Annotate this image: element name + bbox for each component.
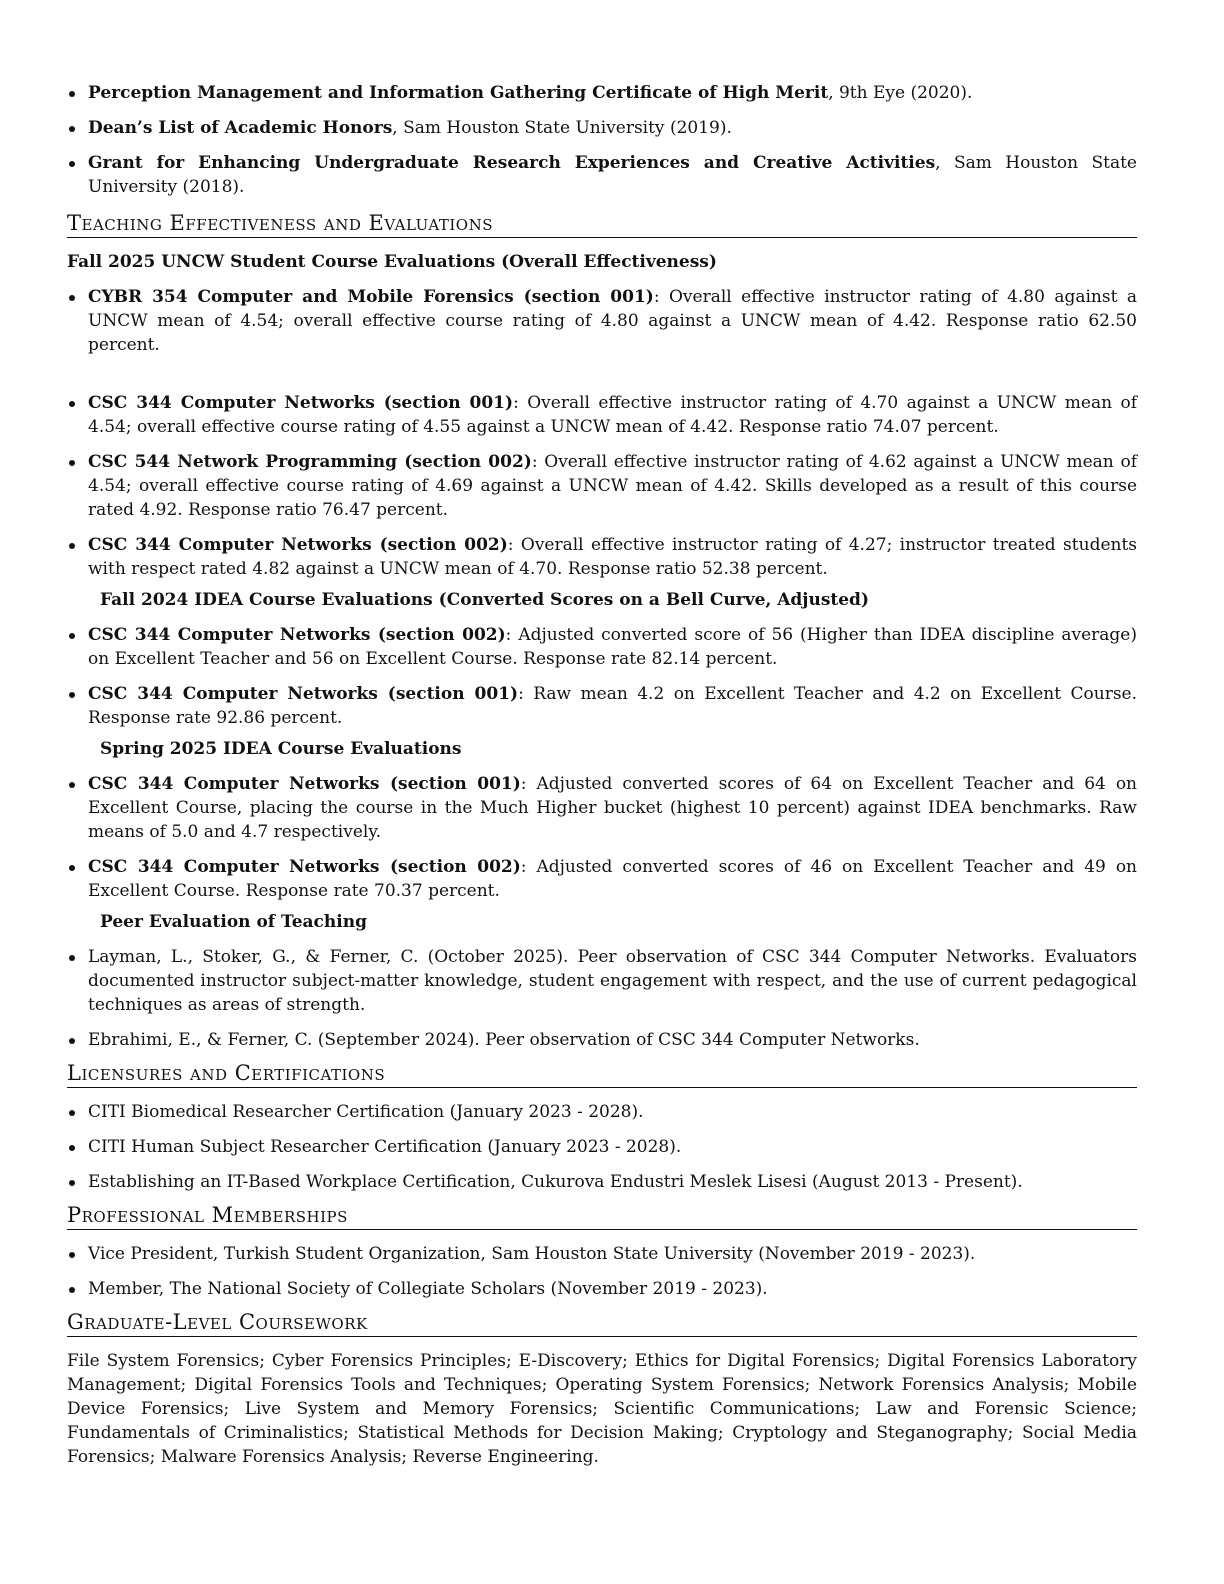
peer-evaluations <box>67 945 1137 1052</box>
evaluation-text: : Overall effective instructor rating of 4.62 against a UNCW mean of 4.54; overall effective course rating of 4.69 against a UNCW mean of 4.42. Skills developed as a result of this course rated 4.92. Response ratio 76.47 percent. <box>88 452 1137 520</box>
honor-detail: , Sam Houston State University (2019). <box>392 118 732 138</box>
section-heading-coursework: Graduate-Level Coursework <box>67 1309 1137 1337</box>
honors-list <box>67 81 1137 199</box>
membership-item: Member, The National Society of Collegiate Scholars (November 2019 - 2023). <box>67 1277 1137 1301</box>
evaluation-item <box>67 623 1137 671</box>
memberships-list <box>67 1242 1137 1301</box>
peer-evaluation-item: Ebrahimi, E., & Ferner, C. (September 2024). Peer observation of CSC 344 Computer Networks. <box>67 1028 1137 1052</box>
licensure-item: CITI Human Subject Researcher Certification (January 2023 - 2028). <box>67 1135 1137 1159</box>
section-heading-memberships: Professional Memberships <box>67 1202 1137 1230</box>
course-name: CSC 344 Computer Networks (section 001) <box>88 684 519 704</box>
evaluation-text: : Overall effective instructor rating of 4.27; instructor treated students with respect rated 4.82 against a UNCW mean of 4.70. Response ratio 52.38 percent. <box>88 535 1138 579</box>
evaluation-item <box>67 855 1137 903</box>
evaluation-text: : Raw mean 4.2 on Excellent Teacher and 4.2 on Excellent Course. Response rate 92.86 percent. <box>88 684 1138 728</box>
evaluation-item <box>67 772 1137 844</box>
fall-2024-evaluations <box>67 623 1137 730</box>
section-heading-teaching: Teaching Effectiveness and Evaluations <box>67 210 1137 238</box>
evaluation-text: : Adjusted converted scores of 46 on Excellent Teacher and 49 on Excellent Course. Response rate 70.37 percent. <box>88 857 1137 901</box>
honor-item <box>67 81 1137 105</box>
evaluation-item <box>67 450 1137 522</box>
evaluation-item <box>67 533 1137 581</box>
evaluation-item <box>67 391 1137 439</box>
course-name: CSC 344 Computer Networks (section 001) <box>88 774 521 794</box>
course-name: CYBR 354 Computer and Mobile Forensics (section 001) <box>88 287 654 307</box>
course-name: CSC 344 Computer Networks (section 002) <box>88 857 521 877</box>
evaluation-item <box>67 682 1137 730</box>
honor-title: Dean’s List of Academic Honors <box>88 118 393 138</box>
honor-title: Perception Management and Information Gathering Certificate of High Merit <box>88 83 829 103</box>
evaluation-text: : Adjusted converted score of 56 (Higher than IDEA discipline average) on Excellent Teacher and 56 on Excellent Course. Response rate 82.14 percent. <box>88 625 1138 669</box>
coursework-list: File System Forensics; Cyber Forensics Principles; E-Discovery; Ethics for Digital Forensics; Digital Forensics Laboratory Management; Digital Forensics Tools and Techniques; Operating System Forensics; Network Forensics Analysis; Mobile Device Forensics; Live System and Memory Forensics; Scientific Communications; Law and Forensic Science; Fundamentals of Criminalistics; Statistical Methods for Decision Making; Cryptology and Steganography; Social Media Forensics; Malware Forensics Analysis; Reverse Engineering. <box>67 1351 1137 1467</box>
subheading-fall-2024: Fall 2024 IDEA Course Evaluations (Converted Scores on a Bell Curve, Adjusted) <box>100 590 869 610</box>
licensure-item: CITI Biomedical Researcher Certification (January 2023 - 2028). <box>67 1100 1137 1124</box>
subheading-peer-evaluation: Peer Evaluation of Teaching <box>100 912 367 932</box>
evaluation-text: : Overall effective instructor rating of 4.80 against a UNCW mean of 4.54; overall effective course rating of 4.80 against a UNCW mean of 4.42. Response ratio 62.50 percent. <box>88 287 1137 355</box>
section-heading-licensures: Licensures and Certifications <box>67 1060 1137 1088</box>
course-name: CSC 344 Computer Networks (section 002) <box>88 535 508 555</box>
honor-item <box>67 151 1137 199</box>
licensures-list <box>67 1100 1137 1194</box>
course-name: CSC 544 Network Programming (section 002) <box>88 452 532 472</box>
honor-title: Grant for Enhancing Undergraduate Research Experiences and Creative Activities <box>88 153 936 173</box>
evaluation-item <box>67 285 1137 357</box>
evaluation-text: : Overall effective instructor rating of 4.70 against a UNCW mean of 4.54; overall effective course rating of 4.55 against a UNCW mean of 4.42. Response ratio 74.07 percent. <box>88 393 1138 437</box>
subheading-fall-2025: Fall 2025 UNCW Student Course Evaluations (Overall Effectiveness) <box>67 252 717 272</box>
honor-item <box>67 116 1137 140</box>
cv-page <box>67 0 1137 1469</box>
course-name: CSC 344 Computer Networks (section 002) <box>88 625 506 645</box>
fall-2025-evaluations <box>67 285 1137 581</box>
course-name: CSC 344 Computer Networks (section 001) <box>88 393 514 413</box>
peer-evaluation-item: Layman, L., Stoker, G., & Ferner, C. (October 2025). Peer observation of CSC 344 Computer Networks. Evaluators documented instructor subject-matter knowledge, student engagement with respect, and the use of current pedagogical techniques as areas of strength. <box>67 945 1137 1017</box>
evaluation-text: : Adjusted converted scores of 64 on Excellent Teacher and 64 on Excellent Course, placing the course in the Much Higher bucket (highest 10 percent) against IDEA benchmarks. Raw means of 5.0 and 4.7 respectively. <box>88 774 1137 842</box>
spring-2025-evaluations <box>67 772 1137 903</box>
membership-item: Vice President, Turkish Student Organization, Sam Houston State University (November 2019 - 2023). <box>67 1242 1137 1266</box>
licensure-item: Establishing an IT-Based Workplace Certification, Cukurova Endustri Meslek Lisesi (August 2013 - Present). <box>67 1170 1137 1194</box>
honor-detail: , Sam Houston State University (2018). <box>88 153 1137 197</box>
honor-detail: , 9th Eye (2020). <box>828 83 973 103</box>
subheading-spring-2025: Spring 2025 IDEA Course Evaluations <box>100 739 462 759</box>
